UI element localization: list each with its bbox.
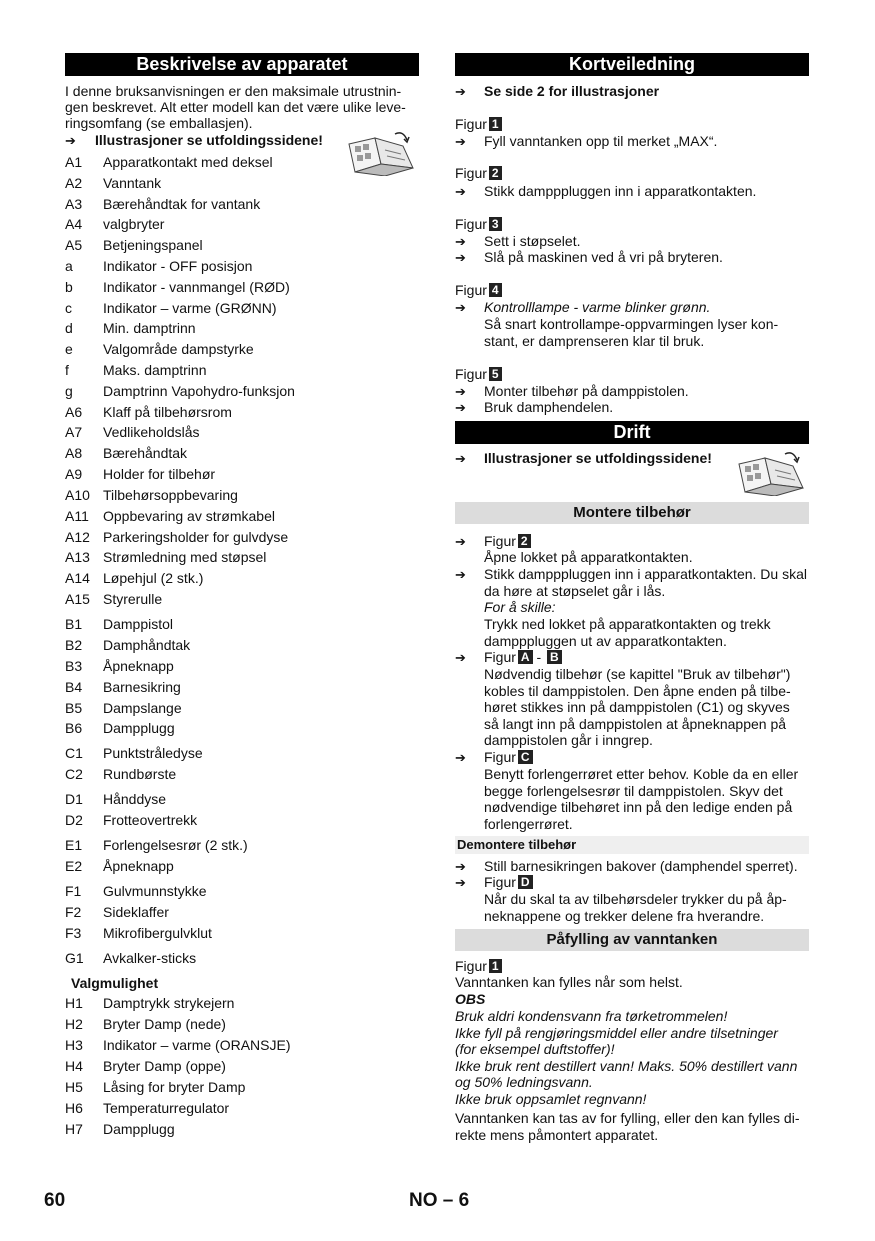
item-code: F3 — [65, 925, 82, 941]
figure-number-badge: 1 — [489, 117, 502, 131]
mount-step2-line1: Stikk dampppluggen inn i apparatkontakten. Du skal — [484, 566, 807, 582]
figure-5-step-1: Monter tilbehør på damppistolen. — [484, 383, 689, 399]
item-code: c — [65, 300, 72, 316]
see-page-note: Se side 2 for illustrasjoner — [484, 83, 660, 99]
page-number: 60 — [44, 1190, 66, 1211]
optional-item-code: H4 — [65, 1058, 83, 1074]
item-label: Damphåndtak — [103, 637, 191, 653]
arrow-icon: ➔ — [455, 384, 466, 399]
optional-item-code: H6 — [65, 1100, 83, 1116]
figure-5-step-2: Bruk damphendelen. — [484, 399, 614, 415]
illustrations-note: Illustrasjoner se utfoldingssidene! — [95, 132, 323, 148]
item-label: Gulvmunnstykke — [103, 883, 207, 899]
arrow-icon: ➔ — [455, 250, 466, 265]
arrow-icon: ➔ — [455, 567, 466, 582]
item-code: A1 — [65, 154, 83, 170]
figC-text-line: Benytt forlengerrøret etter behov. Koble da en eller — [484, 766, 799, 782]
item-code: A6 — [65, 404, 83, 420]
item-label: valgbryter — [103, 216, 165, 232]
item-code: A11 — [65, 508, 89, 524]
figC-text-line: nødvendige tilbehøret inn på den ledige enden på — [484, 799, 793, 816]
separate-text-2: dampppluggen ut av apparatkontakten. — [484, 633, 727, 649]
booklet-icon — [345, 130, 417, 176]
item-label: Løpehjul (2 stk.) — [103, 570, 204, 586]
item-code: f — [65, 362, 69, 378]
item-label: Betjeningspanel — [103, 237, 203, 253]
arrow-icon: ➔ — [455, 184, 466, 199]
item-label: Åpneknapp — [103, 658, 174, 674]
item-code: E2 — [65, 858, 83, 874]
item-label: Min. damptrinn — [103, 320, 196, 336]
item-label: Tilbehørsoppbevaring — [103, 487, 238, 503]
item-label: Holder for tilbehør — [103, 466, 216, 482]
figAB-text-line: Nødvendig tilbehør (se kapittel "Bruk av tilbehør") — [484, 666, 791, 682]
subheading-filling-tank: Påfylling av vanntanken — [455, 929, 809, 951]
demount-figD-text-1: Når du skal ta av tilbehørsdeler trykker du på åp- — [484, 891, 787, 907]
mount-figAB-label: Figur A - B — [484, 649, 562, 666]
item-label: Punktstråledyse — [103, 745, 203, 761]
figure-4-text-2: stant, er damprenseren klar til bruk. — [484, 333, 705, 349]
item-label: Styrerulle — [103, 591, 163, 607]
figure-2-step: Stikk dampppluggen inn i apparatkontakten. — [484, 183, 757, 199]
optional-item-label: Damptrykk strykejern — [103, 995, 235, 1011]
item-label: Damptrinn Vapohydro-funksjon — [103, 383, 295, 399]
arrow-icon: ➔ — [455, 400, 466, 415]
warning-line: Ikke bruk rent destillert vann! Maks. 50% destillert vann — [455, 1057, 798, 1074]
intro-line-1: I denne bruksanvisningen er den maksimale utrustnin- — [65, 83, 402, 99]
figure-2-label: Figur 2 — [455, 165, 502, 182]
item-code: B4 — [65, 679, 83, 695]
item-label: Frotteovertrekk — [103, 812, 198, 828]
fill-end-2: rekte mens påmontert apparatet. — [455, 1127, 659, 1143]
figure-3-step-1: Sett i støpselet. — [484, 233, 581, 249]
figAB-text-line: kobles til damppistolen. Den åpne enden på tilbe- — [484, 682, 791, 699]
mount-fig2-text: Åpne lokket på apparatkontakten. — [484, 549, 693, 565]
figure-3-step-2: Slå på maskinen ved å vri på bryteren. — [484, 249, 723, 265]
optional-item-code: H2 — [65, 1016, 83, 1032]
optional-item-label: Indikator – varme (ORANSJE) — [103, 1037, 291, 1053]
subheading-mount-accessories: Montere tilbehør — [455, 502, 809, 524]
item-code: F2 — [65, 904, 82, 920]
figC-text-line: forlengerrøret. — [484, 815, 573, 832]
figure-letter-badge: D — [518, 875, 533, 889]
warning-line: Bruk aldri kondensvann fra tørketrommelen! — [455, 1008, 728, 1024]
item-label: Parkeringsholder for gulvdyse — [103, 529, 289, 545]
item-code: A8 — [65, 445, 83, 461]
arrow-icon: ➔ — [455, 134, 466, 149]
figAB-text-line: høret stikkes inn på damppistolen (C1) og skyves — [484, 699, 790, 716]
drift-illustrations-note: Illustrasjoner se utfoldingssidene! — [484, 450, 712, 466]
mount-step2-line2: da høre at støpselet går i lås. — [484, 583, 666, 599]
optional-heading: Valgmulighet — [71, 975, 159, 991]
warning-line: (for eksempel duftstoffer)! — [455, 1041, 615, 1058]
item-code: D2 — [65, 812, 83, 828]
item-code: A2 — [65, 175, 83, 191]
item-code: E1 — [65, 837, 83, 853]
item-label: Sideklaffer — [103, 904, 169, 920]
figure-letter-badge: C — [518, 750, 533, 764]
item-code: A7 — [65, 424, 83, 440]
item-code: B3 — [65, 658, 83, 674]
item-label: Indikator - OFF posisjon — [103, 258, 253, 274]
item-code: A5 — [65, 237, 83, 253]
intro-line-3: ringsomfang (se emballasjen). — [65, 115, 253, 131]
warning-line: Ikke bruk oppsamlet regnvann! — [455, 1091, 647, 1107]
item-code: F1 — [65, 883, 82, 899]
mount-figC-label: Figur C — [484, 749, 533, 766]
item-code: B2 — [65, 637, 83, 653]
item-code: d — [65, 320, 73, 336]
demount-figD-text-2: neknappene og trekker delene fra hverandre. — [484, 908, 765, 924]
item-code: A4 — [65, 216, 83, 232]
item-code: A14 — [65, 570, 90, 586]
optional-item-label: Dampplugg — [103, 1121, 175, 1137]
demount-step1: Still barnesikringen bakover (damphendel sperret). — [484, 858, 798, 874]
arrow-icon: ➔ — [455, 534, 466, 549]
fill-fig-label: Figur 1 — [455, 958, 502, 975]
demount-figD-label: Figur D — [484, 874, 533, 891]
item-label: Indikator - vannmangel (RØD) — [103, 279, 290, 295]
optional-item-label: Bryter Damp (nede) — [103, 1016, 226, 1032]
item-label: Damppistol — [103, 616, 174, 632]
item-label: Valgområde dampstyrke — [103, 341, 254, 357]
arrow-icon: ➔ — [455, 875, 466, 890]
item-code: g — [65, 383, 73, 399]
warning-line: Ikke fyll på rengjøringsmiddel eller andre tilsetninger — [455, 1024, 778, 1041]
item-code: A13 — [65, 549, 90, 565]
item-label: Barnesikring — [103, 679, 181, 695]
item-code: B1 — [65, 616, 83, 632]
item-code: e — [65, 341, 73, 357]
item-code: b — [65, 279, 73, 295]
section-heading-operation: Drift — [455, 421, 809, 444]
figAB-text-line: så langt inn på damppistolen at åpneknappen på — [484, 715, 787, 732]
item-label: Vanntank — [103, 175, 162, 191]
arrow-icon: ➔ — [455, 650, 466, 665]
intro-line-2: gen beskrevet. Alt etter modell kan det være ulike leve- — [65, 99, 406, 115]
arrow-icon: ➔ — [455, 859, 466, 874]
optional-item-label: Låsing for bryter Damp — [103, 1079, 246, 1095]
figC-text-line: begge forlengelsesrør til damppistolen. Skyv det — [484, 782, 783, 799]
item-label: Dampplugg — [103, 720, 175, 736]
item-label: Bærehåndtak for vantank — [103, 196, 261, 212]
page-code: NO – 6 — [409, 1190, 470, 1211]
section-heading-description: Beskrivelse av apparatet — [65, 53, 419, 76]
figure-number-badge: 1 — [489, 959, 502, 973]
arrow-icon: ➔ — [65, 133, 76, 148]
optional-item-label: Temperaturregulator — [103, 1100, 230, 1116]
item-label: Klaff på tilbehørsrom — [103, 404, 232, 420]
item-code: A12 — [65, 529, 90, 545]
arrow-icon: ➔ — [455, 451, 466, 466]
arrow-icon: ➔ — [455, 84, 466, 99]
figure-1-label: Figur 1 — [455, 116, 502, 133]
obs-label: OBS — [455, 991, 486, 1007]
item-code: C1 — [65, 745, 83, 761]
arrow-icon: ➔ — [455, 300, 466, 315]
figure-4-label: Figur 4 — [455, 282, 502, 299]
booklet-icon — [735, 450, 807, 496]
item-code: C2 — [65, 766, 83, 782]
figure-number-badge: 4 — [489, 283, 502, 297]
figure-4-text-1: Så snart kontrollampe-oppvarmingen lyser kon- — [484, 316, 779, 332]
figure-number-badge: 2 — [489, 166, 502, 180]
figure-1-step: Fyll vanntanken opp til merket „MAX“. — [484, 133, 718, 149]
item-label: Strømledning med støpsel — [103, 549, 267, 565]
figure-number-badge: 5 — [489, 367, 502, 381]
item-label: Åpneknapp — [103, 858, 174, 874]
separate-text-1: Trykk ned lokket på apparatkontakten og trekk — [484, 616, 771, 632]
item-label: Mikrofibergulvklut — [103, 925, 212, 941]
item-label: Rundbørste — [103, 766, 177, 782]
item-code: D1 — [65, 791, 83, 807]
figure-4-italic-step: Kontrolllampe - varme blinker grønn. — [484, 299, 711, 315]
figure-5-label: Figur 5 — [455, 366, 502, 383]
item-code: A10 — [65, 487, 90, 503]
arrow-icon: ➔ — [455, 750, 466, 765]
item-code: A15 — [65, 591, 90, 607]
optional-item-code: H7 — [65, 1121, 83, 1137]
mount-fig2-label: Figur 2 — [484, 533, 531, 550]
section-heading-quickguide: Kortveiledning — [455, 53, 809, 76]
fill-line-1: Vanntanken kan fylles når som helst. — [455, 974, 683, 990]
optional-item-label: Bryter Damp (oppe) — [103, 1058, 226, 1074]
item-label: Apparatkontakt med deksel — [103, 154, 273, 170]
item-label: Avkalker-sticks — [103, 950, 197, 966]
item-code: B5 — [65, 700, 83, 716]
item-label: Dampslange — [103, 700, 182, 716]
subheading-demount-accessories: Demontere tilbehør — [455, 836, 809, 854]
item-code: A9 — [65, 466, 83, 482]
item-label: Forlengelsesrør (2 stk.) — [103, 837, 248, 853]
warning-line: og 50% ledningsvann. — [455, 1074, 593, 1091]
arrow-icon: ➔ — [455, 234, 466, 249]
item-label: Bærehåndtak — [103, 445, 188, 461]
item-code: A3 — [65, 196, 83, 212]
item-label: Indikator – varme (GRØNN) — [103, 300, 277, 316]
fill-end-1: Vanntanken kan tas av for fylling, eller den kan fylles di- — [455, 1110, 800, 1126]
figure-number-badge: 2 — [518, 534, 531, 548]
item-label: Oppbevaring av strømkabel — [103, 508, 275, 524]
figure-letter-badge: A — [518, 650, 533, 664]
separate-label: For å skille: — [484, 599, 556, 615]
item-label: Vedlikeholdslås — [103, 424, 200, 440]
optional-item-code: H5 — [65, 1079, 83, 1095]
figure-letter-badge: B — [547, 650, 562, 664]
optional-item-code: H1 — [65, 995, 83, 1011]
item-code: B6 — [65, 720, 83, 736]
figAB-text-line: damppistolen går i inngrep. — [484, 732, 653, 749]
item-code: G1 — [65, 950, 84, 966]
item-label: Maks. damptrinn — [103, 362, 207, 378]
item-label: Hånddyse — [103, 791, 167, 807]
figure-number-badge: 3 — [489, 217, 502, 231]
item-code: a — [65, 258, 73, 274]
figure-3-label: Figur 3 — [455, 216, 502, 233]
optional-item-code: H3 — [65, 1037, 83, 1053]
